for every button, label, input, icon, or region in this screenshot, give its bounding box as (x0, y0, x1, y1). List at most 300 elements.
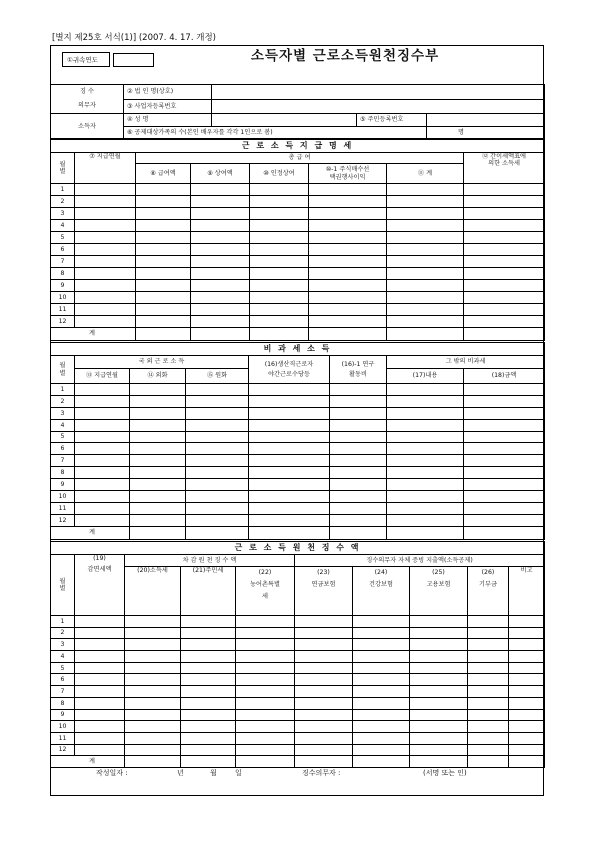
data-cell[interactable] (410, 721, 468, 733)
data-cell[interactable] (136, 196, 191, 208)
data-cell[interactable] (181, 627, 236, 639)
data-cell[interactable] (464, 208, 545, 220)
data-cell[interactable] (330, 467, 387, 479)
corp-name-field[interactable] (212, 85, 545, 100)
data-cell[interactable] (136, 208, 191, 220)
data-cell[interactable] (387, 184, 464, 196)
data-cell[interactable] (330, 514, 387, 526)
data-cell[interactable] (136, 304, 191, 316)
data-cell[interactable] (75, 686, 125, 698)
total-cell[interactable] (309, 328, 387, 341)
data-cell[interactable] (75, 732, 125, 744)
data-cell[interactable] (250, 268, 309, 280)
data-cell[interactable] (468, 627, 509, 639)
data-cell[interactable] (236, 651, 295, 663)
data-cell[interactable] (410, 662, 468, 674)
data-cell[interactable] (295, 616, 353, 628)
data-cell[interactable] (236, 627, 295, 639)
data-cell[interactable] (125, 709, 181, 721)
data-cell[interactable] (309, 184, 387, 196)
data-cell[interactable] (125, 639, 181, 651)
data-cell[interactable] (181, 616, 236, 628)
data-cell[interactable] (410, 709, 468, 721)
data-cell[interactable] (136, 256, 191, 268)
data-cell[interactable] (75, 220, 136, 232)
data-cell[interactable] (295, 627, 353, 639)
total-cell[interactable] (130, 526, 186, 539)
data-cell[interactable] (464, 280, 545, 292)
data-cell[interactable] (468, 721, 509, 733)
data-cell[interactable] (191, 292, 250, 304)
data-cell[interactable] (468, 686, 509, 698)
data-cell[interactable] (75, 316, 136, 328)
data-cell[interactable] (186, 479, 249, 491)
data-cell[interactable] (468, 651, 509, 663)
data-cell[interactable] (249, 407, 330, 419)
total-cell[interactable] (186, 526, 249, 539)
data-cell[interactable] (186, 384, 249, 396)
data-cell[interactable] (387, 316, 464, 328)
data-cell[interactable] (295, 732, 353, 744)
data-cell[interactable] (353, 709, 410, 721)
data-cell[interactable] (295, 686, 353, 698)
data-cell[interactable] (75, 455, 130, 467)
total-cell[interactable] (295, 756, 353, 768)
data-cell[interactable] (464, 407, 545, 419)
data-cell[interactable] (136, 232, 191, 244)
total-cell[interactable] (250, 328, 309, 341)
data-cell[interactable] (249, 395, 330, 407)
data-cell[interactable] (181, 697, 236, 709)
data-cell[interactable] (249, 431, 330, 443)
data-cell[interactable] (309, 244, 387, 256)
data-cell[interactable] (464, 256, 545, 268)
total-cell[interactable] (191, 328, 250, 341)
data-cell[interactable] (250, 184, 309, 196)
data-cell[interactable] (509, 686, 545, 698)
data-cell[interactable] (186, 443, 249, 455)
data-cell[interactable] (186, 467, 249, 479)
data-cell[interactable] (464, 384, 545, 396)
resident-no-field[interactable] (427, 114, 545, 127)
data-cell[interactable] (309, 256, 387, 268)
data-cell[interactable] (75, 196, 136, 208)
data-cell[interactable] (125, 744, 181, 756)
data-cell[interactable] (410, 639, 468, 651)
data-cell[interactable] (464, 419, 545, 431)
data-cell[interactable] (236, 721, 295, 733)
data-cell[interactable] (181, 651, 236, 663)
data-cell[interactable] (295, 721, 353, 733)
data-cell[interactable] (191, 280, 250, 292)
data-cell[interactable] (468, 662, 509, 674)
data-cell[interactable] (125, 616, 181, 628)
data-cell[interactable] (186, 431, 249, 443)
data-cell[interactable] (136, 268, 191, 280)
data-cell[interactable] (509, 697, 545, 709)
data-cell[interactable] (250, 316, 309, 328)
data-cell[interactable] (75, 744, 125, 756)
data-cell[interactable] (330, 443, 387, 455)
data-cell[interactable] (387, 196, 464, 208)
total-cell[interactable] (181, 756, 236, 768)
data-cell[interactable] (75, 443, 130, 455)
data-cell[interactable] (236, 709, 295, 721)
data-cell[interactable] (191, 256, 250, 268)
data-cell[interactable] (509, 732, 545, 744)
data-cell[interactable] (464, 316, 545, 328)
data-cell[interactable] (330, 419, 387, 431)
data-cell[interactable] (249, 467, 330, 479)
data-cell[interactable] (125, 662, 181, 674)
data-cell[interactable] (130, 502, 186, 514)
data-cell[interactable] (410, 744, 468, 756)
data-cell[interactable] (295, 651, 353, 663)
data-cell[interactable] (387, 455, 464, 467)
data-cell[interactable] (236, 674, 295, 686)
data-cell[interactable] (75, 419, 130, 431)
data-cell[interactable] (136, 316, 191, 328)
data-cell[interactable] (191, 196, 250, 208)
data-cell[interactable] (387, 280, 464, 292)
data-cell[interactable] (330, 407, 387, 419)
data-cell[interactable] (250, 196, 309, 208)
total-cell[interactable] (464, 328, 545, 341)
data-cell[interactable] (387, 479, 464, 491)
data-cell[interactable] (410, 732, 468, 744)
data-cell[interactable] (464, 491, 545, 503)
data-cell[interactable] (309, 316, 387, 328)
data-cell[interactable] (186, 395, 249, 407)
data-cell[interactable] (75, 651, 125, 663)
data-cell[interactable] (353, 651, 410, 663)
data-cell[interactable] (250, 208, 309, 220)
data-cell[interactable] (353, 697, 410, 709)
data-cell[interactable] (509, 627, 545, 639)
data-cell[interactable] (330, 502, 387, 514)
data-cell[interactable] (130, 407, 186, 419)
data-cell[interactable] (75, 431, 130, 443)
data-cell[interactable] (191, 184, 250, 196)
data-cell[interactable] (130, 395, 186, 407)
data-cell[interactable] (236, 639, 295, 651)
data-cell[interactable] (295, 662, 353, 674)
data-cell[interactable] (387, 292, 464, 304)
total-cell[interactable] (464, 526, 545, 539)
data-cell[interactable] (236, 697, 295, 709)
data-cell[interactable] (309, 304, 387, 316)
data-cell[interactable] (191, 268, 250, 280)
data-cell[interactable] (387, 491, 464, 503)
data-cell[interactable] (387, 395, 464, 407)
data-cell[interactable] (295, 674, 353, 686)
data-cell[interactable] (191, 208, 250, 220)
data-cell[interactable] (464, 232, 545, 244)
data-cell[interactable] (130, 431, 186, 443)
data-cell[interactable] (125, 627, 181, 639)
data-cell[interactable] (136, 220, 191, 232)
total-cell[interactable] (236, 756, 295, 768)
data-cell[interactable] (468, 616, 509, 628)
data-cell[interactable] (295, 744, 353, 756)
data-cell[interactable] (75, 407, 130, 419)
data-cell[interactable] (330, 491, 387, 503)
data-cell[interactable] (75, 184, 136, 196)
data-cell[interactable] (464, 431, 545, 443)
data-cell[interactable] (464, 455, 545, 467)
data-cell[interactable] (130, 467, 186, 479)
total-cell[interactable] (509, 756, 545, 768)
data-cell[interactable] (75, 697, 125, 709)
data-cell[interactable] (125, 651, 181, 663)
data-cell[interactable] (125, 721, 181, 733)
data-cell[interactable] (468, 697, 509, 709)
data-cell[interactable] (509, 639, 545, 651)
name-field[interactable] (212, 114, 357, 127)
data-cell[interactable] (509, 662, 545, 674)
data-cell[interactable] (353, 674, 410, 686)
data-cell[interactable] (387, 419, 464, 431)
data-cell[interactable] (464, 514, 545, 526)
total-cell[interactable] (353, 756, 410, 768)
data-cell[interactable] (387, 268, 464, 280)
total-cell[interactable] (387, 328, 464, 341)
data-cell[interactable] (186, 502, 249, 514)
data-cell[interactable] (464, 244, 545, 256)
data-cell[interactable] (330, 384, 387, 396)
total-cell[interactable] (330, 526, 387, 539)
data-cell[interactable] (387, 256, 464, 268)
data-cell[interactable] (309, 268, 387, 280)
data-cell[interactable] (136, 292, 191, 304)
data-cell[interactable] (387, 514, 464, 526)
data-cell[interactable] (410, 651, 468, 663)
data-cell[interactable] (75, 292, 136, 304)
data-cell[interactable] (75, 232, 136, 244)
data-cell[interactable] (387, 407, 464, 419)
data-cell[interactable] (249, 455, 330, 467)
data-cell[interactable] (387, 244, 464, 256)
data-cell[interactable] (353, 627, 410, 639)
data-cell[interactable] (353, 616, 410, 628)
data-cell[interactable] (387, 431, 464, 443)
data-cell[interactable] (181, 674, 236, 686)
data-cell[interactable] (249, 514, 330, 526)
data-cell[interactable] (353, 744, 410, 756)
data-cell[interactable] (464, 268, 545, 280)
data-cell[interactable] (125, 732, 181, 744)
data-cell[interactable] (330, 455, 387, 467)
data-cell[interactable] (464, 304, 545, 316)
total-cell[interactable] (125, 756, 181, 768)
data-cell[interactable] (309, 232, 387, 244)
data-cell[interactable] (75, 502, 130, 514)
data-cell[interactable] (75, 709, 125, 721)
data-cell[interactable] (250, 220, 309, 232)
total-cell[interactable] (136, 328, 191, 341)
data-cell[interactable] (136, 280, 191, 292)
data-cell[interactable] (387, 443, 464, 455)
data-cell[interactable] (295, 697, 353, 709)
data-cell[interactable] (130, 443, 186, 455)
data-cell[interactable] (186, 407, 249, 419)
data-cell[interactable] (353, 686, 410, 698)
data-cell[interactable] (330, 479, 387, 491)
data-cell[interactable] (464, 443, 545, 455)
data-cell[interactable] (295, 709, 353, 721)
data-cell[interactable] (75, 256, 136, 268)
data-cell[interactable] (250, 292, 309, 304)
data-cell[interactable] (186, 491, 249, 503)
data-cell[interactable] (75, 268, 136, 280)
data-cell[interactable] (387, 208, 464, 220)
data-cell[interactable] (309, 220, 387, 232)
data-cell[interactable] (464, 467, 545, 479)
data-cell[interactable] (410, 697, 468, 709)
data-cell[interactable] (130, 479, 186, 491)
data-cell[interactable] (130, 514, 186, 526)
data-cell[interactable] (387, 232, 464, 244)
data-cell[interactable] (410, 616, 468, 628)
data-cell[interactable] (181, 662, 236, 674)
data-cell[interactable] (464, 292, 545, 304)
data-cell[interactable] (75, 514, 130, 526)
data-cell[interactable] (410, 674, 468, 686)
data-cell[interactable] (191, 244, 250, 256)
data-cell[interactable] (295, 639, 353, 651)
data-cell[interactable] (75, 280, 136, 292)
data-cell[interactable] (191, 316, 250, 328)
data-cell[interactable] (75, 384, 130, 396)
data-cell[interactable] (468, 639, 509, 651)
data-cell[interactable] (353, 721, 410, 733)
data-cell[interactable] (75, 639, 125, 651)
data-cell[interactable] (249, 384, 330, 396)
data-cell[interactable] (464, 184, 545, 196)
data-cell[interactable] (236, 744, 295, 756)
data-cell[interactable] (181, 721, 236, 733)
data-cell[interactable] (250, 280, 309, 292)
data-cell[interactable] (75, 467, 130, 479)
data-cell[interactable] (464, 479, 545, 491)
data-cell[interactable] (130, 455, 186, 467)
data-cell[interactable] (387, 384, 464, 396)
data-cell[interactable] (309, 280, 387, 292)
data-cell[interactable] (387, 502, 464, 514)
data-cell[interactable] (75, 244, 136, 256)
data-cell[interactable] (468, 744, 509, 756)
total-cell[interactable] (468, 756, 509, 768)
data-cell[interactable] (509, 709, 545, 721)
data-cell[interactable] (353, 639, 410, 651)
data-cell[interactable] (75, 721, 125, 733)
data-cell[interactable] (410, 627, 468, 639)
data-cell[interactable] (130, 491, 186, 503)
data-cell[interactable] (181, 709, 236, 721)
data-cell[interactable] (186, 419, 249, 431)
data-cell[interactable] (181, 744, 236, 756)
data-cell[interactable] (387, 467, 464, 479)
data-cell[interactable] (125, 697, 181, 709)
data-cell[interactable] (464, 502, 545, 514)
data-cell[interactable] (387, 220, 464, 232)
data-cell[interactable] (75, 479, 130, 491)
data-cell[interactable] (309, 208, 387, 220)
data-cell[interactable] (236, 686, 295, 698)
data-cell[interactable] (509, 744, 545, 756)
data-cell[interactable] (130, 384, 186, 396)
data-cell[interactable] (181, 686, 236, 698)
data-cell[interactable] (191, 232, 250, 244)
data-cell[interactable] (130, 419, 186, 431)
total-cell[interactable] (249, 526, 330, 539)
data-cell[interactable] (509, 721, 545, 733)
data-cell[interactable] (186, 455, 249, 467)
data-cell[interactable] (191, 220, 250, 232)
data-cell[interactable] (125, 674, 181, 686)
data-cell[interactable] (136, 184, 191, 196)
data-cell[interactable] (464, 220, 545, 232)
data-cell[interactable] (468, 709, 509, 721)
data-cell[interactable] (75, 208, 136, 220)
data-cell[interactable] (509, 616, 545, 628)
data-cell[interactable] (509, 651, 545, 663)
data-cell[interactable] (250, 256, 309, 268)
data-cell[interactable] (464, 196, 545, 208)
data-cell[interactable] (468, 674, 509, 686)
data-cell[interactable] (191, 304, 250, 316)
data-cell[interactable] (75, 395, 130, 407)
data-cell[interactable] (186, 514, 249, 526)
data-cell[interactable] (75, 662, 125, 674)
data-cell[interactable] (509, 674, 545, 686)
data-cell[interactable] (410, 686, 468, 698)
data-cell[interactable] (75, 627, 125, 639)
data-cell[interactable] (309, 196, 387, 208)
data-cell[interactable] (125, 686, 181, 698)
data-cell[interactable] (387, 304, 464, 316)
data-cell[interactable] (250, 232, 309, 244)
data-cell[interactable] (75, 674, 125, 686)
data-cell[interactable] (75, 616, 125, 628)
data-cell[interactable] (181, 732, 236, 744)
data-cell[interactable] (236, 662, 295, 674)
data-cell[interactable] (249, 502, 330, 514)
data-cell[interactable] (236, 732, 295, 744)
biz-no-field[interactable] (212, 99, 545, 114)
data-cell[interactable] (236, 616, 295, 628)
total-cell[interactable] (410, 756, 468, 768)
data-cell[interactable] (250, 304, 309, 316)
year-input[interactable] (113, 53, 154, 67)
data-cell[interactable] (250, 244, 309, 256)
data-cell[interactable] (249, 443, 330, 455)
total-cell[interactable] (387, 526, 464, 539)
data-cell[interactable] (468, 732, 509, 744)
data-cell[interactable] (75, 304, 136, 316)
data-cell[interactable] (136, 244, 191, 256)
data-cell[interactable] (181, 639, 236, 651)
data-cell[interactable] (309, 292, 387, 304)
data-cell[interactable] (249, 491, 330, 503)
data-cell[interactable] (75, 491, 130, 503)
data-cell[interactable] (330, 395, 387, 407)
data-cell[interactable] (353, 732, 410, 744)
data-cell[interactable] (464, 395, 545, 407)
data-cell[interactable] (249, 479, 330, 491)
data-cell[interactable] (353, 662, 410, 674)
data-cell[interactable] (249, 419, 330, 431)
